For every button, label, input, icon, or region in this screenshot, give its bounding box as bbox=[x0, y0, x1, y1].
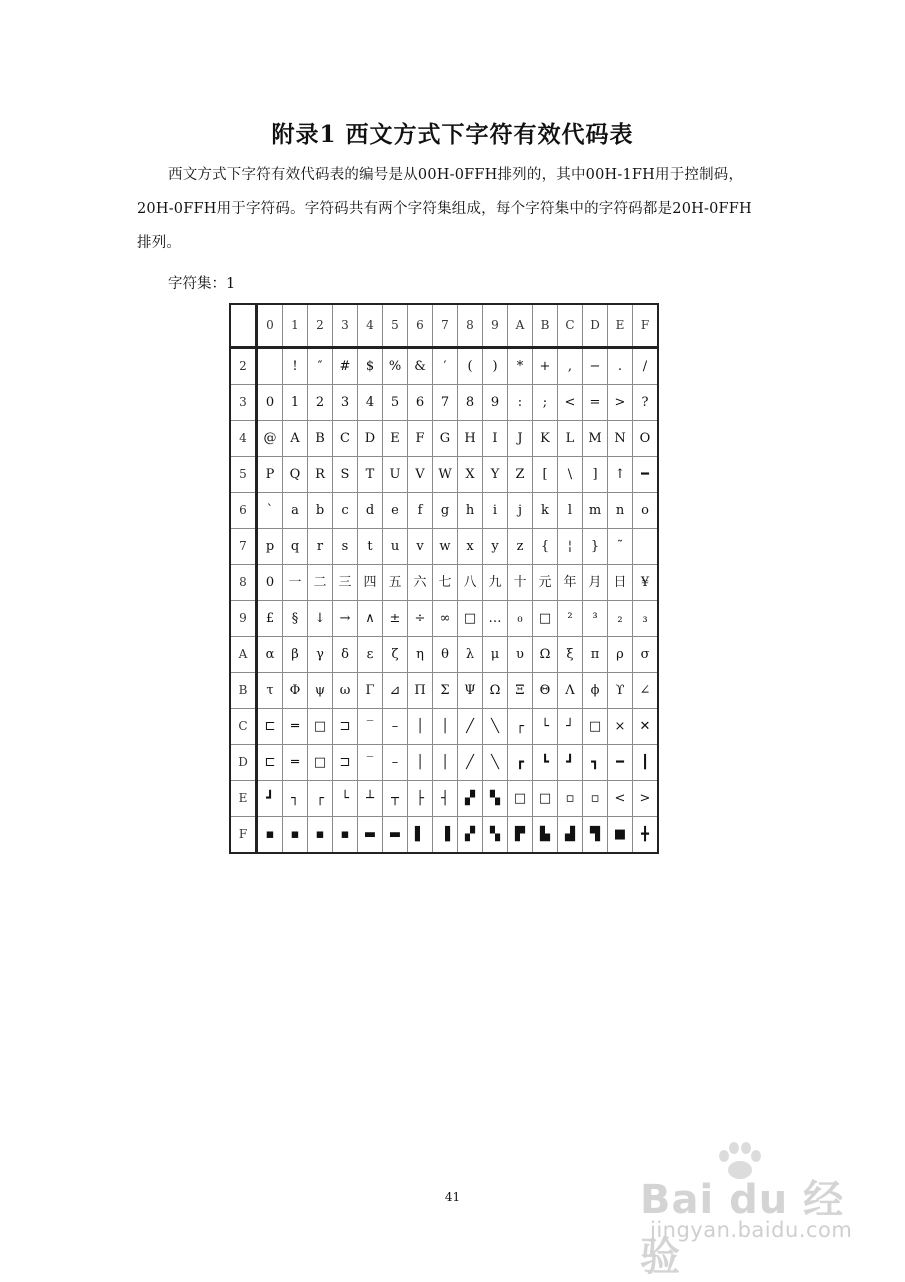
char-cell: U bbox=[383, 457, 408, 493]
char-cell: Ω bbox=[533, 637, 558, 673]
char-cell: 年 bbox=[558, 565, 583, 601]
char-cell: , bbox=[558, 348, 583, 385]
char-cell: 三 bbox=[333, 565, 358, 601]
char-cell: + bbox=[533, 348, 558, 385]
char-cell: i bbox=[483, 493, 508, 529]
char-cell: 1 bbox=[283, 385, 308, 421]
char-cell: Θ bbox=[533, 673, 558, 709]
column-header: B bbox=[533, 304, 558, 348]
char-cell: V bbox=[408, 457, 433, 493]
char-cell: 0 bbox=[257, 385, 283, 421]
char-cell: δ bbox=[333, 637, 358, 673]
char-cell: x bbox=[458, 529, 483, 565]
char-cell: 四 bbox=[358, 565, 383, 601]
char-cell: N bbox=[608, 421, 633, 457]
char-cell: ! bbox=[283, 348, 308, 385]
table-row bbox=[230, 385, 658, 421]
char-cell: w bbox=[433, 529, 458, 565]
table-row bbox=[230, 529, 658, 565]
char-cell: σ bbox=[633, 637, 659, 673]
char-cell: ± bbox=[383, 601, 408, 637]
char-cell: ▪ bbox=[257, 817, 283, 854]
char-cell: 2 bbox=[308, 385, 333, 421]
row-header: F bbox=[230, 817, 257, 854]
char-cell: ″ bbox=[308, 348, 333, 385]
char-cell: 元 bbox=[533, 565, 558, 601]
char-cell: → bbox=[333, 601, 358, 637]
char-cell: P bbox=[257, 457, 283, 493]
column-header: 3 bbox=[333, 304, 358, 348]
char-cell: ┘ bbox=[558, 709, 583, 745]
intro-paragraph bbox=[137, 158, 777, 260]
char-cell: ▫ bbox=[583, 781, 608, 817]
char-cell: 十 bbox=[508, 565, 533, 601]
char-cell: [ bbox=[533, 457, 558, 493]
char-cell: % bbox=[383, 348, 408, 385]
char-cell: ▚ bbox=[483, 817, 508, 854]
char-cell: ▪ bbox=[283, 817, 308, 854]
table-row bbox=[230, 421, 658, 457]
char-cell: α bbox=[257, 637, 283, 673]
char-cell: θ bbox=[433, 637, 458, 673]
char-cell: < bbox=[558, 385, 583, 421]
char-cell bbox=[633, 529, 659, 565]
char-cell: ┌ bbox=[508, 709, 533, 745]
char-cell: 八 bbox=[458, 565, 483, 601]
char-cell: ▬ bbox=[383, 817, 408, 854]
char-cell: 七 bbox=[433, 565, 458, 601]
char-cell: ▞ bbox=[458, 781, 483, 817]
char-cell: ‾ bbox=[358, 709, 383, 745]
char-cell: n bbox=[608, 493, 633, 529]
table-row bbox=[230, 348, 658, 385]
char-cell: 4 bbox=[358, 385, 383, 421]
char-cell: J bbox=[508, 421, 533, 457]
character-code-table bbox=[229, 303, 659, 854]
char-cell: □ bbox=[458, 601, 483, 637]
char-cell: 六 bbox=[408, 565, 433, 601]
char-cell: j bbox=[508, 493, 533, 529]
char-cell: ┗ bbox=[533, 745, 558, 781]
char-cell: e bbox=[383, 493, 408, 529]
column-header: 4 bbox=[358, 304, 383, 348]
row-header: B bbox=[230, 673, 257, 709]
char-cell: ┛ bbox=[257, 781, 283, 817]
char-cell: ζ bbox=[383, 637, 408, 673]
char-cell: ┤ bbox=[433, 781, 458, 817]
char-cell: ┃ bbox=[633, 745, 659, 781]
row-header: 7 bbox=[230, 529, 257, 565]
char-cell: 3 bbox=[333, 385, 358, 421]
char-cell: h bbox=[458, 493, 483, 529]
char-cell: ⊏ bbox=[257, 709, 283, 745]
table-row bbox=[230, 601, 658, 637]
char-cell: $ bbox=[358, 348, 383, 385]
paragraph-line-3: 排列。 bbox=[137, 235, 182, 251]
char-cell: ⊐ bbox=[333, 745, 358, 781]
table-row bbox=[230, 781, 658, 817]
table-row bbox=[230, 457, 658, 493]
char-cell: ━ bbox=[633, 457, 659, 493]
char-cell: ρ bbox=[608, 637, 633, 673]
char-cell: │ bbox=[408, 745, 433, 781]
column-header: 0 bbox=[257, 304, 283, 348]
char-cell: Λ bbox=[558, 673, 583, 709]
column-header: 1 bbox=[283, 304, 308, 348]
char-cell: ▞ bbox=[458, 817, 483, 854]
table-row bbox=[230, 817, 658, 854]
table-row bbox=[230, 493, 658, 529]
char-cell: W bbox=[433, 457, 458, 493]
char-cell: A bbox=[283, 421, 308, 457]
char-cell: ▜ bbox=[583, 817, 608, 854]
char-cell: ′ bbox=[433, 348, 458, 385]
char-cell: ▛ bbox=[508, 817, 533, 854]
char-cell: └ bbox=[533, 709, 558, 745]
char-cell: □ bbox=[308, 745, 333, 781]
char-cell: f bbox=[408, 493, 433, 529]
char-cell: 日 bbox=[608, 565, 633, 601]
column-header: 8 bbox=[458, 304, 483, 348]
paragraph-line-1: 西文方式下字符有效代码表的编号是从00H-0FFH排列的，其中00H-1FH用于控制码， bbox=[168, 167, 744, 183]
char-cell: Σ bbox=[433, 673, 458, 709]
char-cell: T bbox=[358, 457, 383, 493]
char-cell: λ bbox=[458, 637, 483, 673]
char-cell: 一 bbox=[283, 565, 308, 601]
char-cell: < bbox=[608, 781, 633, 817]
column-header: 6 bbox=[408, 304, 433, 348]
char-cell: B bbox=[308, 421, 333, 457]
char-cell: > bbox=[608, 385, 633, 421]
char-cell: ▐ bbox=[433, 817, 458, 854]
char-cell: ↓ bbox=[308, 601, 333, 637]
char-cell: ? bbox=[633, 385, 659, 421]
char-cell: 九 bbox=[483, 565, 508, 601]
char-cell: p bbox=[257, 529, 283, 565]
char-cell: ▫ bbox=[558, 781, 583, 817]
char-cell: τ bbox=[257, 673, 283, 709]
char-cell: γ bbox=[308, 637, 333, 673]
char-cell: ⊏ bbox=[257, 745, 283, 781]
char-cell: ² bbox=[558, 601, 583, 637]
char-cell: } bbox=[583, 529, 608, 565]
char-cell: Π bbox=[408, 673, 433, 709]
char-cell: > bbox=[633, 781, 659, 817]
char-cell: ┓ bbox=[583, 745, 608, 781]
column-header: 7 bbox=[433, 304, 458, 348]
char-cell: r bbox=[308, 529, 333, 565]
column-header: F bbox=[633, 304, 659, 348]
char-cell: ┴ bbox=[358, 781, 383, 817]
char-cell: c bbox=[333, 493, 358, 529]
char-cell: ↑ bbox=[608, 457, 633, 493]
char-cell: 8 bbox=[458, 385, 483, 421]
char-cell: I bbox=[483, 421, 508, 457]
char-cell: l bbox=[558, 493, 583, 529]
table-row bbox=[230, 637, 658, 673]
char-cell: X bbox=[458, 457, 483, 493]
char-cell: ┬ bbox=[383, 781, 408, 817]
char-cell: ϕ bbox=[583, 673, 608, 709]
char-cell: υ bbox=[508, 637, 533, 673]
char-cell: O bbox=[633, 421, 659, 457]
row-header: 6 bbox=[230, 493, 257, 529]
char-cell: { bbox=[533, 529, 558, 565]
char-cell: ϒ bbox=[608, 673, 633, 709]
column-header: C bbox=[558, 304, 583, 348]
char-cell: Ω bbox=[483, 673, 508, 709]
char-cell: ┐ bbox=[283, 781, 308, 817]
char-cell: □ bbox=[508, 781, 533, 817]
char-cell: k bbox=[533, 493, 558, 529]
char-cell: Ξ bbox=[508, 673, 533, 709]
table-corner-cell bbox=[230, 304, 257, 348]
char-cell: ] bbox=[583, 457, 608, 493]
char-cell: ˋ bbox=[257, 493, 283, 529]
char-cell: \ bbox=[558, 457, 583, 493]
char-cell: π bbox=[583, 637, 608, 673]
char-cell: □ bbox=[308, 709, 333, 745]
char-cell: £ bbox=[257, 601, 283, 637]
column-header: E bbox=[608, 304, 633, 348]
char-cell: 7 bbox=[433, 385, 458, 421]
char-cell: ¥ bbox=[633, 565, 659, 601]
row-header: 5 bbox=[230, 457, 257, 493]
char-cell: … bbox=[483, 601, 508, 637]
char-cell: ┏ bbox=[508, 745, 533, 781]
char-cell: H bbox=[458, 421, 483, 457]
char-cell: 二 bbox=[308, 565, 333, 601]
char-cell: ∧ bbox=[358, 601, 383, 637]
char-cell: − bbox=[583, 348, 608, 385]
column-header: A bbox=[508, 304, 533, 348]
table-header-row bbox=[230, 304, 658, 348]
char-cell: ; bbox=[533, 385, 558, 421]
char-cell: 5 bbox=[383, 385, 408, 421]
char-cell: = bbox=[583, 385, 608, 421]
char-cell: │ bbox=[433, 745, 458, 781]
page-number: 41 bbox=[444, 1190, 461, 1204]
table-row bbox=[230, 745, 658, 781]
watermark-logo-text: Bai du 经验 bbox=[640, 1177, 845, 1280]
char-cell: ‾ bbox=[358, 745, 383, 781]
row-header: A bbox=[230, 637, 257, 673]
char-cell: # bbox=[333, 348, 358, 385]
char-cell: C bbox=[333, 421, 358, 457]
char-cell: ▪ bbox=[308, 817, 333, 854]
char-cell: ψ bbox=[308, 673, 333, 709]
char-cell: Γ bbox=[358, 673, 383, 709]
char-cell: @ bbox=[257, 421, 283, 457]
char-cell: ▙ bbox=[533, 817, 558, 854]
row-header: 2 bbox=[230, 348, 257, 385]
char-cell: Z bbox=[508, 457, 533, 493]
char-cell: ³ bbox=[583, 601, 608, 637]
column-header: D bbox=[583, 304, 608, 348]
char-cell: d bbox=[358, 493, 383, 529]
char-cell: ═ bbox=[283, 745, 308, 781]
char-cell: ■ bbox=[608, 817, 633, 854]
char-cell: z bbox=[508, 529, 533, 565]
char-cell: ¦ bbox=[558, 529, 583, 565]
char-cell: ω bbox=[333, 673, 358, 709]
charset-label: 字符集：1 bbox=[168, 276, 236, 292]
char-cell: │ bbox=[408, 709, 433, 745]
row-header: E bbox=[230, 781, 257, 817]
char-cell: v bbox=[408, 529, 433, 565]
char-cell: Ψ bbox=[458, 673, 483, 709]
char-cell: ✕ bbox=[633, 709, 659, 745]
char-cell: ˜ bbox=[608, 529, 633, 565]
char-cell: R bbox=[308, 457, 333, 493]
char-cell: ξ bbox=[558, 637, 583, 673]
char-cell: 月 bbox=[583, 565, 608, 601]
char-cell: & bbox=[408, 348, 433, 385]
char-cell: ▪ bbox=[333, 817, 358, 854]
char-cell: F bbox=[408, 421, 433, 457]
char-cell: │ bbox=[433, 709, 458, 745]
char-cell: ┛ bbox=[558, 745, 583, 781]
row-header: D bbox=[230, 745, 257, 781]
char-cell: Φ bbox=[283, 673, 308, 709]
char-cell: E bbox=[383, 421, 408, 457]
char-cell: ) bbox=[483, 348, 508, 385]
char-cell: ▌ bbox=[408, 817, 433, 854]
column-header: 9 bbox=[483, 304, 508, 348]
char-cell: ▬ bbox=[358, 817, 383, 854]
char-cell: K bbox=[533, 421, 558, 457]
char-cell: § bbox=[283, 601, 308, 637]
char-cell: g bbox=[433, 493, 458, 529]
char-cell: : bbox=[508, 385, 533, 421]
char-cell: G bbox=[433, 421, 458, 457]
page-title: 附录1 西文方式下字符有效代码表 bbox=[271, 121, 634, 148]
char-cell: × bbox=[608, 709, 633, 745]
table-row bbox=[230, 673, 658, 709]
char-cell: μ bbox=[483, 637, 508, 673]
char-cell: – bbox=[383, 745, 408, 781]
char-cell: ÷ bbox=[408, 601, 433, 637]
char-cell: s bbox=[333, 529, 358, 565]
watermark-url: jingyan.baidu.com bbox=[650, 1218, 853, 1242]
char-cell: ═ bbox=[283, 709, 308, 745]
watermark bbox=[640, 1140, 880, 1280]
char-cell: * bbox=[508, 348, 533, 385]
char-cell: ╱ bbox=[458, 709, 483, 745]
char-cell: ╱ bbox=[458, 745, 483, 781]
char-cell: o bbox=[633, 493, 659, 529]
char-cell: ₂ bbox=[608, 601, 633, 637]
char-cell: 五 bbox=[383, 565, 408, 601]
char-cell: └ bbox=[333, 781, 358, 817]
char-cell: m bbox=[583, 493, 608, 529]
char-cell: 9 bbox=[483, 385, 508, 421]
char-cell: ⊿ bbox=[383, 673, 408, 709]
table-row bbox=[230, 565, 658, 601]
char-cell: / bbox=[633, 348, 659, 385]
char-cell: Y bbox=[483, 457, 508, 493]
char-cell: D bbox=[358, 421, 383, 457]
char-cell: t bbox=[358, 529, 383, 565]
char-cell: b bbox=[308, 493, 333, 529]
table-row bbox=[230, 709, 658, 745]
char-cell: ╲ bbox=[483, 745, 508, 781]
char-cell: – bbox=[383, 709, 408, 745]
char-cell: L bbox=[558, 421, 583, 457]
char-cell: ε bbox=[358, 637, 383, 673]
char-cell: □ bbox=[583, 709, 608, 745]
char-cell: y bbox=[483, 529, 508, 565]
column-header: 5 bbox=[383, 304, 408, 348]
char-cell: ∞ bbox=[433, 601, 458, 637]
char-cell: η bbox=[408, 637, 433, 673]
row-header: 8 bbox=[230, 565, 257, 601]
paragraph-line-2: 20H-0FFH用于字符码。字符码共有两个字符集组成，每个字符集中的字符码都是20H-0FFH bbox=[137, 201, 752, 217]
char-cell: ━ bbox=[608, 745, 633, 781]
char-cell: ₀ bbox=[508, 601, 533, 637]
char-cell: ╲ bbox=[483, 709, 508, 745]
char-cell: Q bbox=[283, 457, 308, 493]
char-cell: 6 bbox=[408, 385, 433, 421]
char-cell: ▟ bbox=[558, 817, 583, 854]
char-cell: ├ bbox=[408, 781, 433, 817]
char-cell: ∠ bbox=[633, 673, 659, 709]
char-cell: ╋ bbox=[633, 817, 659, 854]
row-header: 4 bbox=[230, 421, 257, 457]
char-cell: . bbox=[608, 348, 633, 385]
char-cell: □ bbox=[533, 601, 558, 637]
char-cell: ⊐ bbox=[333, 709, 358, 745]
char-cell: ┌ bbox=[308, 781, 333, 817]
char-cell: □ bbox=[533, 781, 558, 817]
row-header: 9 bbox=[230, 601, 257, 637]
char-cell: ( bbox=[458, 348, 483, 385]
row-header: 3 bbox=[230, 385, 257, 421]
char-cell bbox=[257, 348, 283, 385]
char-cell: β bbox=[283, 637, 308, 673]
char-cell: 0 bbox=[257, 565, 283, 601]
char-cell: a bbox=[283, 493, 308, 529]
char-cell: M bbox=[583, 421, 608, 457]
column-header: 2 bbox=[308, 304, 333, 348]
char-cell: ₃ bbox=[633, 601, 659, 637]
row-header: C bbox=[230, 709, 257, 745]
char-cell: q bbox=[283, 529, 308, 565]
char-cell: ▚ bbox=[483, 781, 508, 817]
char-cell: u bbox=[383, 529, 408, 565]
char-cell: S bbox=[333, 457, 358, 493]
